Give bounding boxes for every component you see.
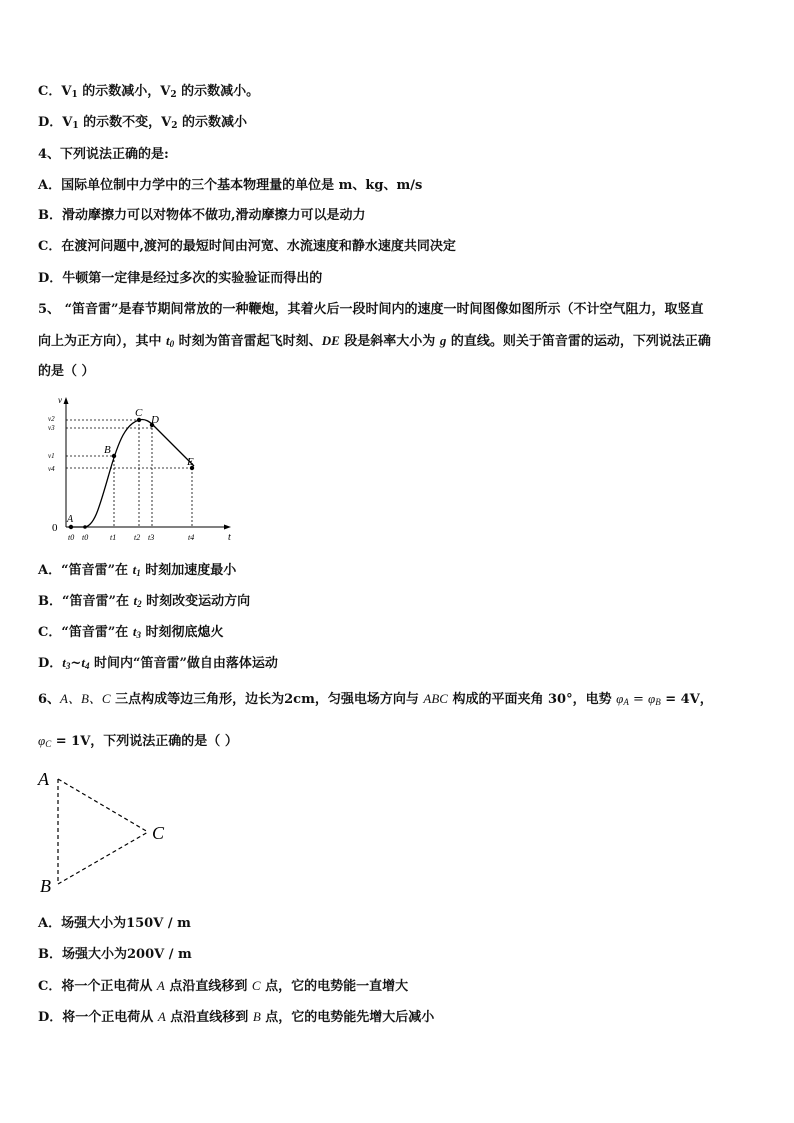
label-a: A bbox=[67, 514, 74, 525]
vertex-a: A bbox=[38, 769, 49, 789]
q5-option-b: B．“笛音雷”在 $t_2$ 时刻改变运动方向 bbox=[38, 593, 251, 609]
tick-v2: v2 bbox=[48, 415, 55, 423]
label-b: B bbox=[104, 444, 111, 456]
tick-t0-a: t0 bbox=[68, 533, 75, 542]
point-b bbox=[112, 454, 116, 458]
q5-option-c: C．“笛音雷”在 $t_3$ 时刻彻底熄火 bbox=[38, 624, 224, 640]
label-c: C bbox=[135, 407, 143, 419]
q5-stem-line3: 的是（ ） bbox=[38, 364, 95, 379]
q5-option-d: D．$t_3\sim t_4$ 时间内“笛音雷”做自由落体运动 bbox=[38, 655, 278, 671]
tick-t3: t3 bbox=[148, 533, 155, 542]
q3-option-d: D．$V_1$ 的示数不变，$V_2$ 的示数减小 bbox=[38, 115, 248, 131]
label-d: D bbox=[151, 414, 159, 426]
v-axis-label: v bbox=[58, 395, 62, 405]
q4-option-b: B．滑动摩擦力可以对物体不做功,滑动摩擦力可以是动力 bbox=[38, 208, 366, 223]
tick-t2: t2 bbox=[134, 533, 141, 542]
q6-option-d: D．将一个正电荷从 A 点沿直线移到 B 点，它的电势能先增大后减小 bbox=[38, 1009, 435, 1025]
vt-graph bbox=[44, 394, 234, 544]
q5-stem-line1: 5、 “笛音雷”是春节期间常放的一种鞭炮，其着火后一段时间内的速度一时间图像如图所示（不计空气阻力，取竖直 bbox=[38, 302, 704, 317]
q3-option-c: C．$V_1$ 的示数减小，$V_2$ 的示数减小。 bbox=[38, 84, 260, 100]
q4-option-a: A．国际单位制中力学中的三个基本物理量的单位是 m、kg、m/s bbox=[38, 178, 423, 193]
vertex-c: C bbox=[152, 823, 165, 843]
q5-stem-line2: 向上为正方向），其中 $t_0$ 时刻为笛音雷起飞时刻、DE 段是斜率大小为 g 的直线。则关于笛音雷的运动，下列说法正确 bbox=[38, 333, 711, 349]
t-axis-label: t bbox=[228, 532, 231, 543]
tick-t1: t1 bbox=[110, 533, 117, 542]
label-e: E bbox=[187, 456, 194, 468]
q5-option-a: A．“笛音雷”在 $t_1$ 时刻加速度最小 bbox=[38, 562, 237, 578]
q4-stem: 4、下列说法正确的是: bbox=[38, 147, 169, 162]
tick-v3: v3 bbox=[48, 424, 55, 432]
q6-option-c: C．将一个正电荷从 A 点沿直线移到 C 点，它的电势能一直增大 bbox=[38, 978, 409, 994]
point-a bbox=[69, 525, 73, 529]
tick-t0-b: t0 bbox=[82, 533, 89, 542]
tick-t4: t4 bbox=[188, 533, 195, 542]
q4-option-c: C．在渡河问题中,渡河的最短时间由河宽、水流速度和静水速度共同决定 bbox=[38, 239, 456, 254]
q4-option-d: D．牛顿第一定律是经过多次的实验验证而得出的 bbox=[38, 271, 323, 286]
vertex-b: B bbox=[40, 876, 51, 896]
q6-stem-line2: $\varphi_C = 1V$，下列说法正确的是（ ） bbox=[38, 733, 238, 749]
velocity-curve bbox=[68, 419, 194, 527]
tick-v1: v1 bbox=[48, 452, 55, 460]
q6-option-a: A．场强大小为150V / m bbox=[38, 916, 191, 931]
q6-option-b: B．场强大小为200V / m bbox=[38, 947, 192, 962]
point-a2 bbox=[83, 525, 87, 529]
tick-v4: v4 bbox=[48, 465, 55, 473]
origin-label: 0 bbox=[52, 522, 58, 534]
q6-stem-line1: 6、A、B、C 三点构成等边三角形，边长为2cm，匀强电场方向与 ABC 构成的平面夹角 30°，电势 $\varphi_A = \varphi_B = 4V$， bbox=[38, 691, 713, 707]
triangle-diagram bbox=[36, 764, 176, 896]
